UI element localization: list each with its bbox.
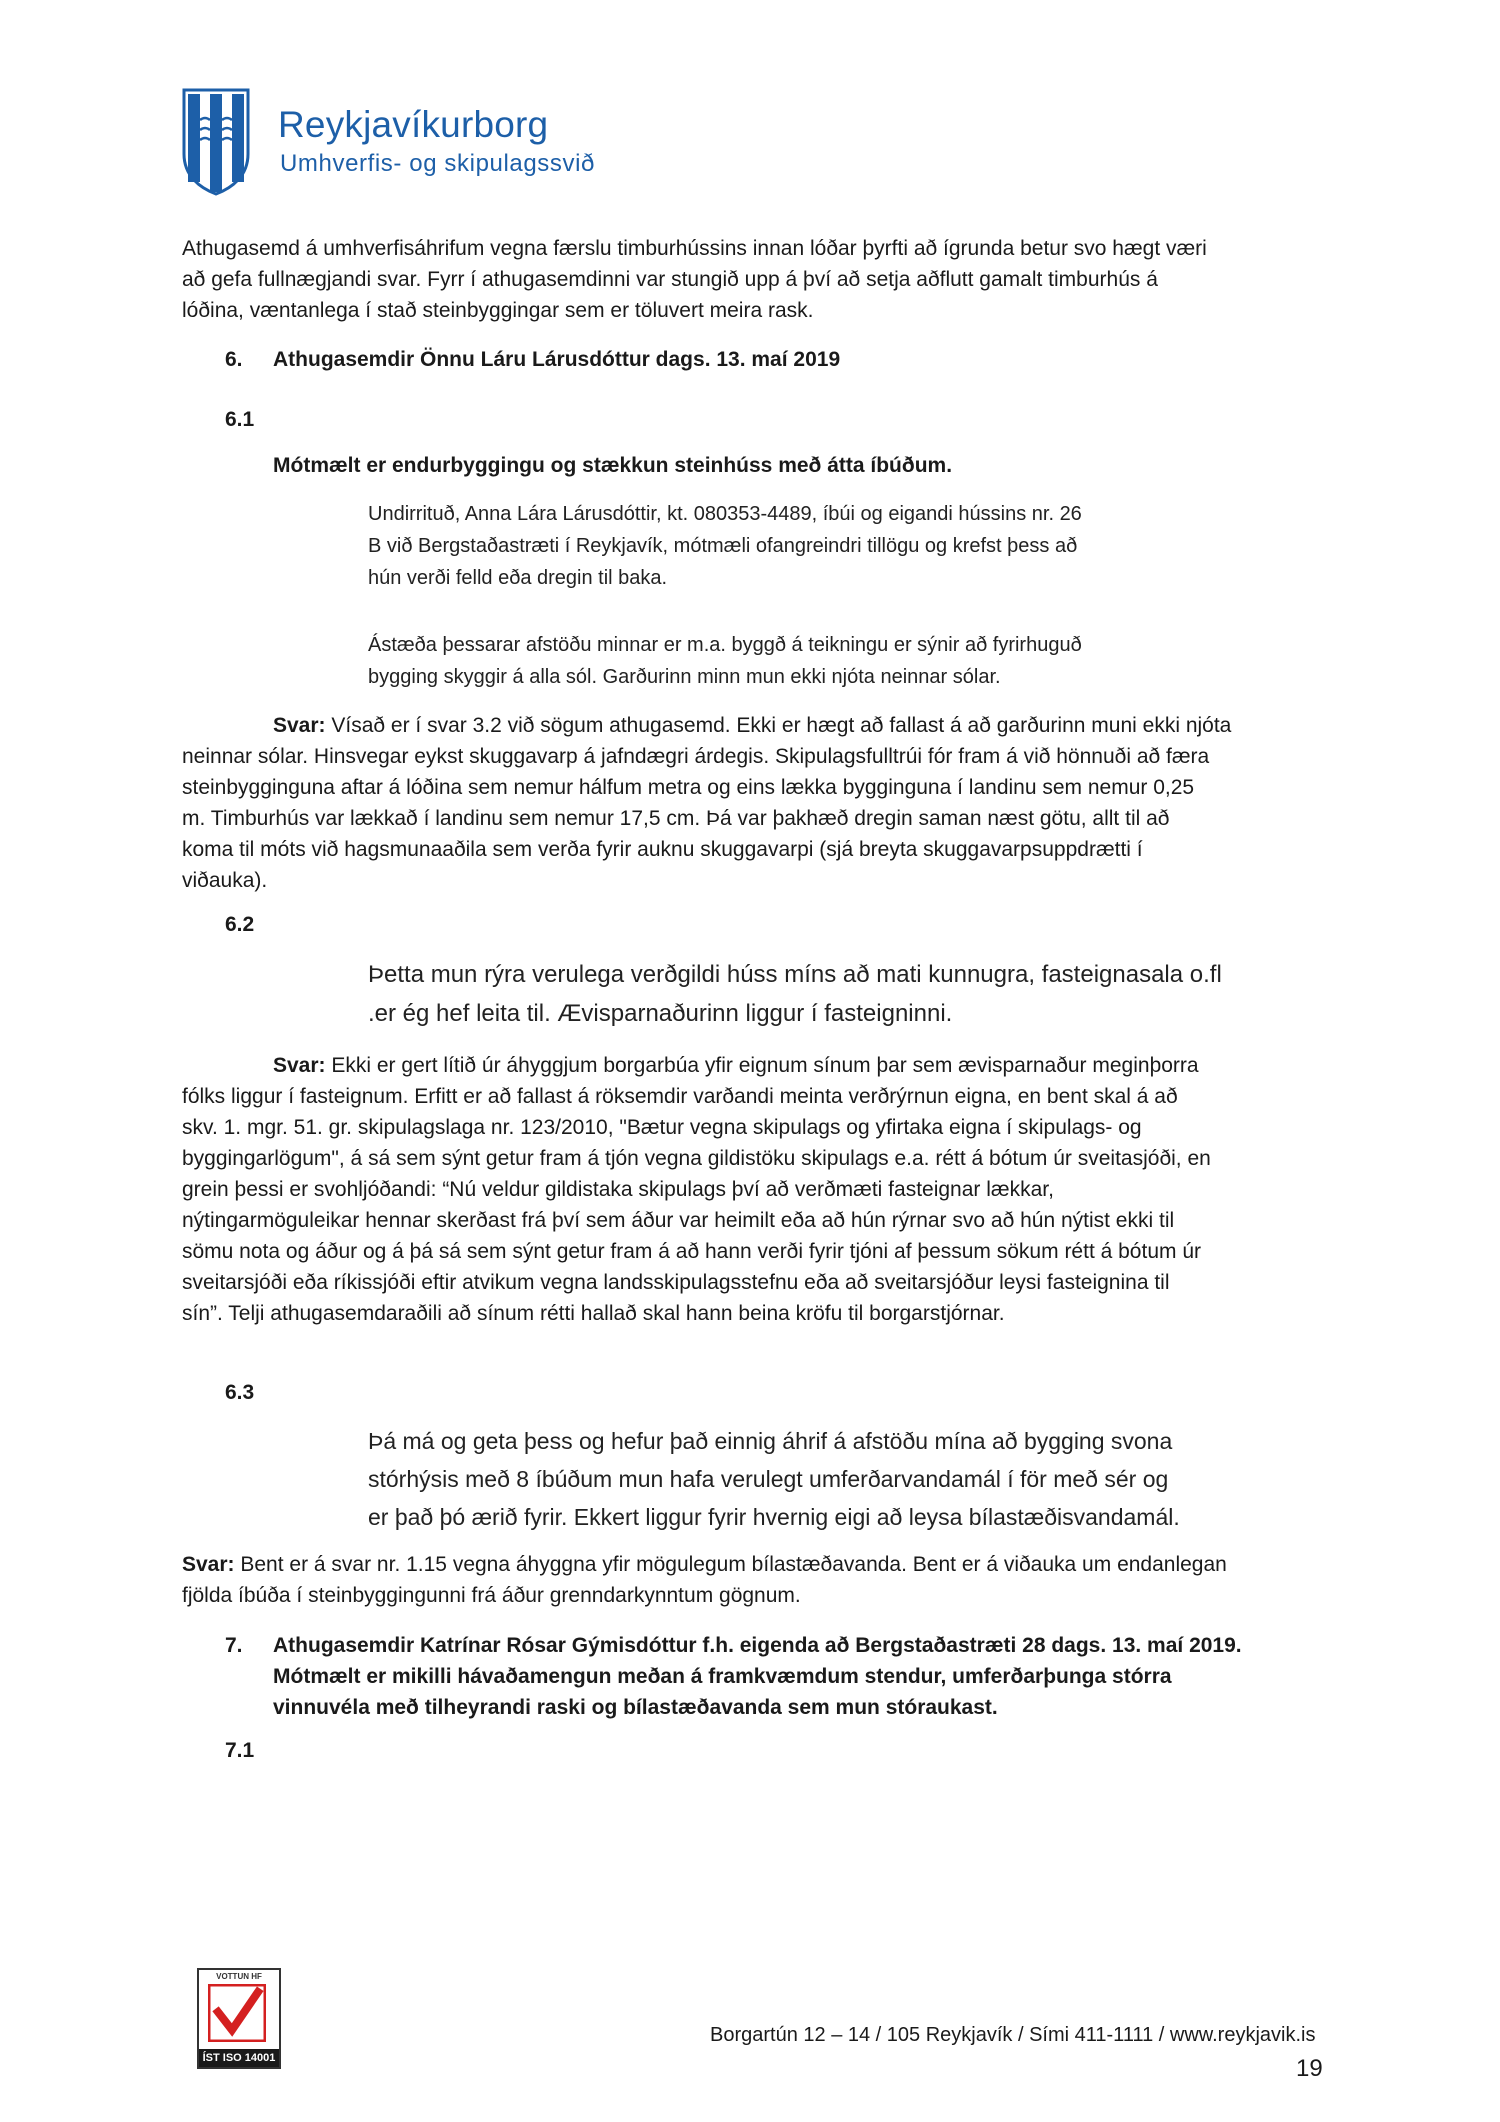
answer-label: Svar: — [182, 1553, 235, 1576]
answer-label: Svar: — [273, 714, 326, 737]
answer-line: grein þessi er svohljóðandi: “Nú veldur gildistaka skipulags því að verðmæti fasteignar lækkar, — [182, 1178, 1054, 1201]
answer-line: viðauka). — [182, 869, 268, 892]
answer-line: sveitarsjóði eða ríkissjóði eftir atvikum vegna landsskipulagsstefnu eða að sveitarsjóður leysi fasteignina til — [182, 1271, 1170, 1294]
quote-line: B við Bergstaðastræti í Reykjavík, mótmæli ofangreindri tillögu og krefst þess að — [368, 535, 1078, 557]
intro-line: Athugasemd á umhverfisáhrifum vegna færslu timburhússins innan lóðar þyrfti að ígrunda betur svo hægt væri — [182, 237, 1207, 260]
item-6-2-number: 6.2 — [225, 913, 255, 936]
quote-line: Undirrituð, Anna Lára Lárusdóttir, kt. 080353-4489, íbúi og eigandi hússins nr. 26 — [368, 503, 1082, 525]
footer-address: Borgartún 12 – 14 / 105 Reykjavík / Sími 411-1111 / www.reykjavik.is — [710, 2024, 1316, 2046]
answer-line: fólks liggur í fasteignum. Erfitt er að fallast á röksemdir varðandi meinta verðrýrnun eigna, en bent skal á að — [182, 1085, 1178, 1108]
section-7-title-line: vinnuvéla með tilheyrandi raski og bílastæðavanda sem mun stóraukast. — [273, 1696, 998, 1719]
answer-line: Vísað er í svar 3.2 við sögum athugasemd. Ekki er hægt að fallast á að garðurinn muni ekki njóta — [331, 714, 1232, 737]
answer-line: byggingarlögum", á sá sem sýnt getur fram á tjón vegna gildistöku skipulags e.a. rétt á bótum úr sveitasjóði, en — [182, 1147, 1211, 1170]
quote-line: Þetta mun rýra verulega verðgildi húss míns að mati kunnugra, fasteignasala o.fl — [368, 961, 1222, 988]
item-6-3-number: 6.3 — [225, 1381, 255, 1404]
item-7-1-number: 7.1 — [225, 1739, 255, 1762]
answer-line: nýtingarmöguleikar hennar skerðast frá því sem áður var heimilt eða að hún rýrnar svo að hún nýtist ekki til — [182, 1209, 1175, 1232]
section-7-number: 7. — [225, 1634, 243, 1657]
section-7-title-line: Athugasemdir Katrínar Rósar Gýmisdóttur f.h. eigenda að Bergstaðastræti 28 dags. 13. maí 2019. — [273, 1634, 1242, 1657]
page-number: 19 — [1296, 2055, 1323, 2082]
answer-line: sín”. Telji athugasemdaraðili að sínum rétti hallað skal hann beina kröfu til borgarstjórnar. — [182, 1302, 1005, 1325]
cert-top-label: VOTTUN HF — [216, 1972, 262, 1981]
section-6-number: 6. — [225, 348, 243, 371]
answer-line: Bent er á svar nr. 1.15 vegna áhyggna yfir mögulegum bílastæðavanda. Bent er á viðauka um endanlegan — [240, 1553, 1227, 1576]
answer-line: koma til móts við hagsmunaaðila sem verða fyrir auknu skuggavarpi (sjá breyta skuggavarpsuppdrætti í — [182, 838, 1143, 861]
answer-line: m. Timburhús var lækkað í landinu sem nemur 17,5 cm. Þá var þakhæð dregin saman næst götu, allt til að — [182, 807, 1170, 830]
answer-line: steinbygginguna aftar á lóðina sem nemur hálfum metra og eins lækka bygginguna í landinu sem nemur 0,25 — [182, 776, 1195, 799]
org-name: Reykjavíkurborg — [278, 104, 549, 145]
quote-line: hún verði felld eða dregin til baka. — [368, 567, 668, 589]
answer-line: skv. 1. mgr. 51. gr. skipulagslaga nr. 123/2010, "Bætur vegna skipulags og yfirtaka eigna í skipulags- og — [182, 1116, 1142, 1139]
quote-line: Ástæða þessarar afstöðu minnar er m.a. byggð á teikningu er sýnir að fyrirhuguð — [368, 634, 1082, 656]
answer-line: fjölda íbúða í steinbyggingunni frá áður grenndarkynntum gögnum. — [182, 1584, 801, 1607]
answer-line: Ekki er gert lítið úr áhyggjum borgarbúa yfir eignum sínum þar sem ævisparnaður meginþorra — [331, 1054, 1199, 1077]
answer-label: Svar: — [273, 1054, 326, 1077]
iso-certification-logo — [197, 1968, 281, 2069]
department-name: Umhverfis- og skipulagssvið — [280, 150, 595, 177]
quote-line: Þá má og geta þess og hefur það einnig áhrif á afstöðu mína að bygging svona — [368, 1428, 1173, 1454]
quote-line: bygging skyggir á alla sól. Garðurinn minn mun ekki njóta neinnar sólar. — [368, 666, 1001, 688]
section-6-title: Athugasemdir Önnu Láru Lárusdóttur dags. 13. maí 2019 — [273, 348, 841, 371]
checkmark-icon — [208, 1984, 266, 2042]
section-7-title-line: Mótmælt er mikilli hávaðamengun meðan á framkvæmdum stendur, umferðarþunga stórra — [273, 1665, 1172, 1688]
item-6-1-number: 6.1 — [225, 408, 255, 431]
answer-6-1 — [182, 710, 1327, 896]
answer-line: sömu nota og áður og á þá sá sem sýnt getur fram á að hann verði fyrir tjóni af þessum sökum rétt á bótum úr — [182, 1240, 1202, 1263]
answer-6-3 — [182, 1549, 1327, 1611]
quote-line: stórhýsis með 8 íbúðum mun hafa verulegt umferðarvandamál í för með sér og — [368, 1466, 1169, 1492]
quote-line: .er ég hef leita til. Ævisparnaðurinn liggur í fasteigninni. — [368, 1000, 953, 1027]
city-shield-icon — [182, 88, 250, 196]
cert-bottom-label: ÍST ISO 14001 — [199, 2049, 279, 2067]
intro-line: að gefa fullnægjandi svar. Fyrr í athugasemdinni var stungið upp á því að setja aðflutt gamalt timburhús á — [182, 268, 1158, 291]
intro-line: lóðina, væntanlega í stað steinbyggingar sem er töluvert meira rask. — [182, 299, 814, 322]
quote-line: er það þó ærið fyrir. Ekkert liggur fyrir hvernig eigi að leysa bílastæðisvandamál. — [368, 1504, 1180, 1530]
item-6-1-heading: Mótmælt er endurbyggingu og stækkun steinhúss með átta íbúðum. — [273, 454, 953, 477]
reykjavik-logo — [182, 88, 622, 198]
answer-6-2 — [182, 1050, 1327, 1329]
answer-line: neinnar sólar. Hinsvegar eykst skuggavarp á jafndægri árdegis. Skipulagsfulltrúi fór fram á við hönnuði að færa — [182, 745, 1210, 768]
intro-paragraph — [182, 233, 1327, 326]
